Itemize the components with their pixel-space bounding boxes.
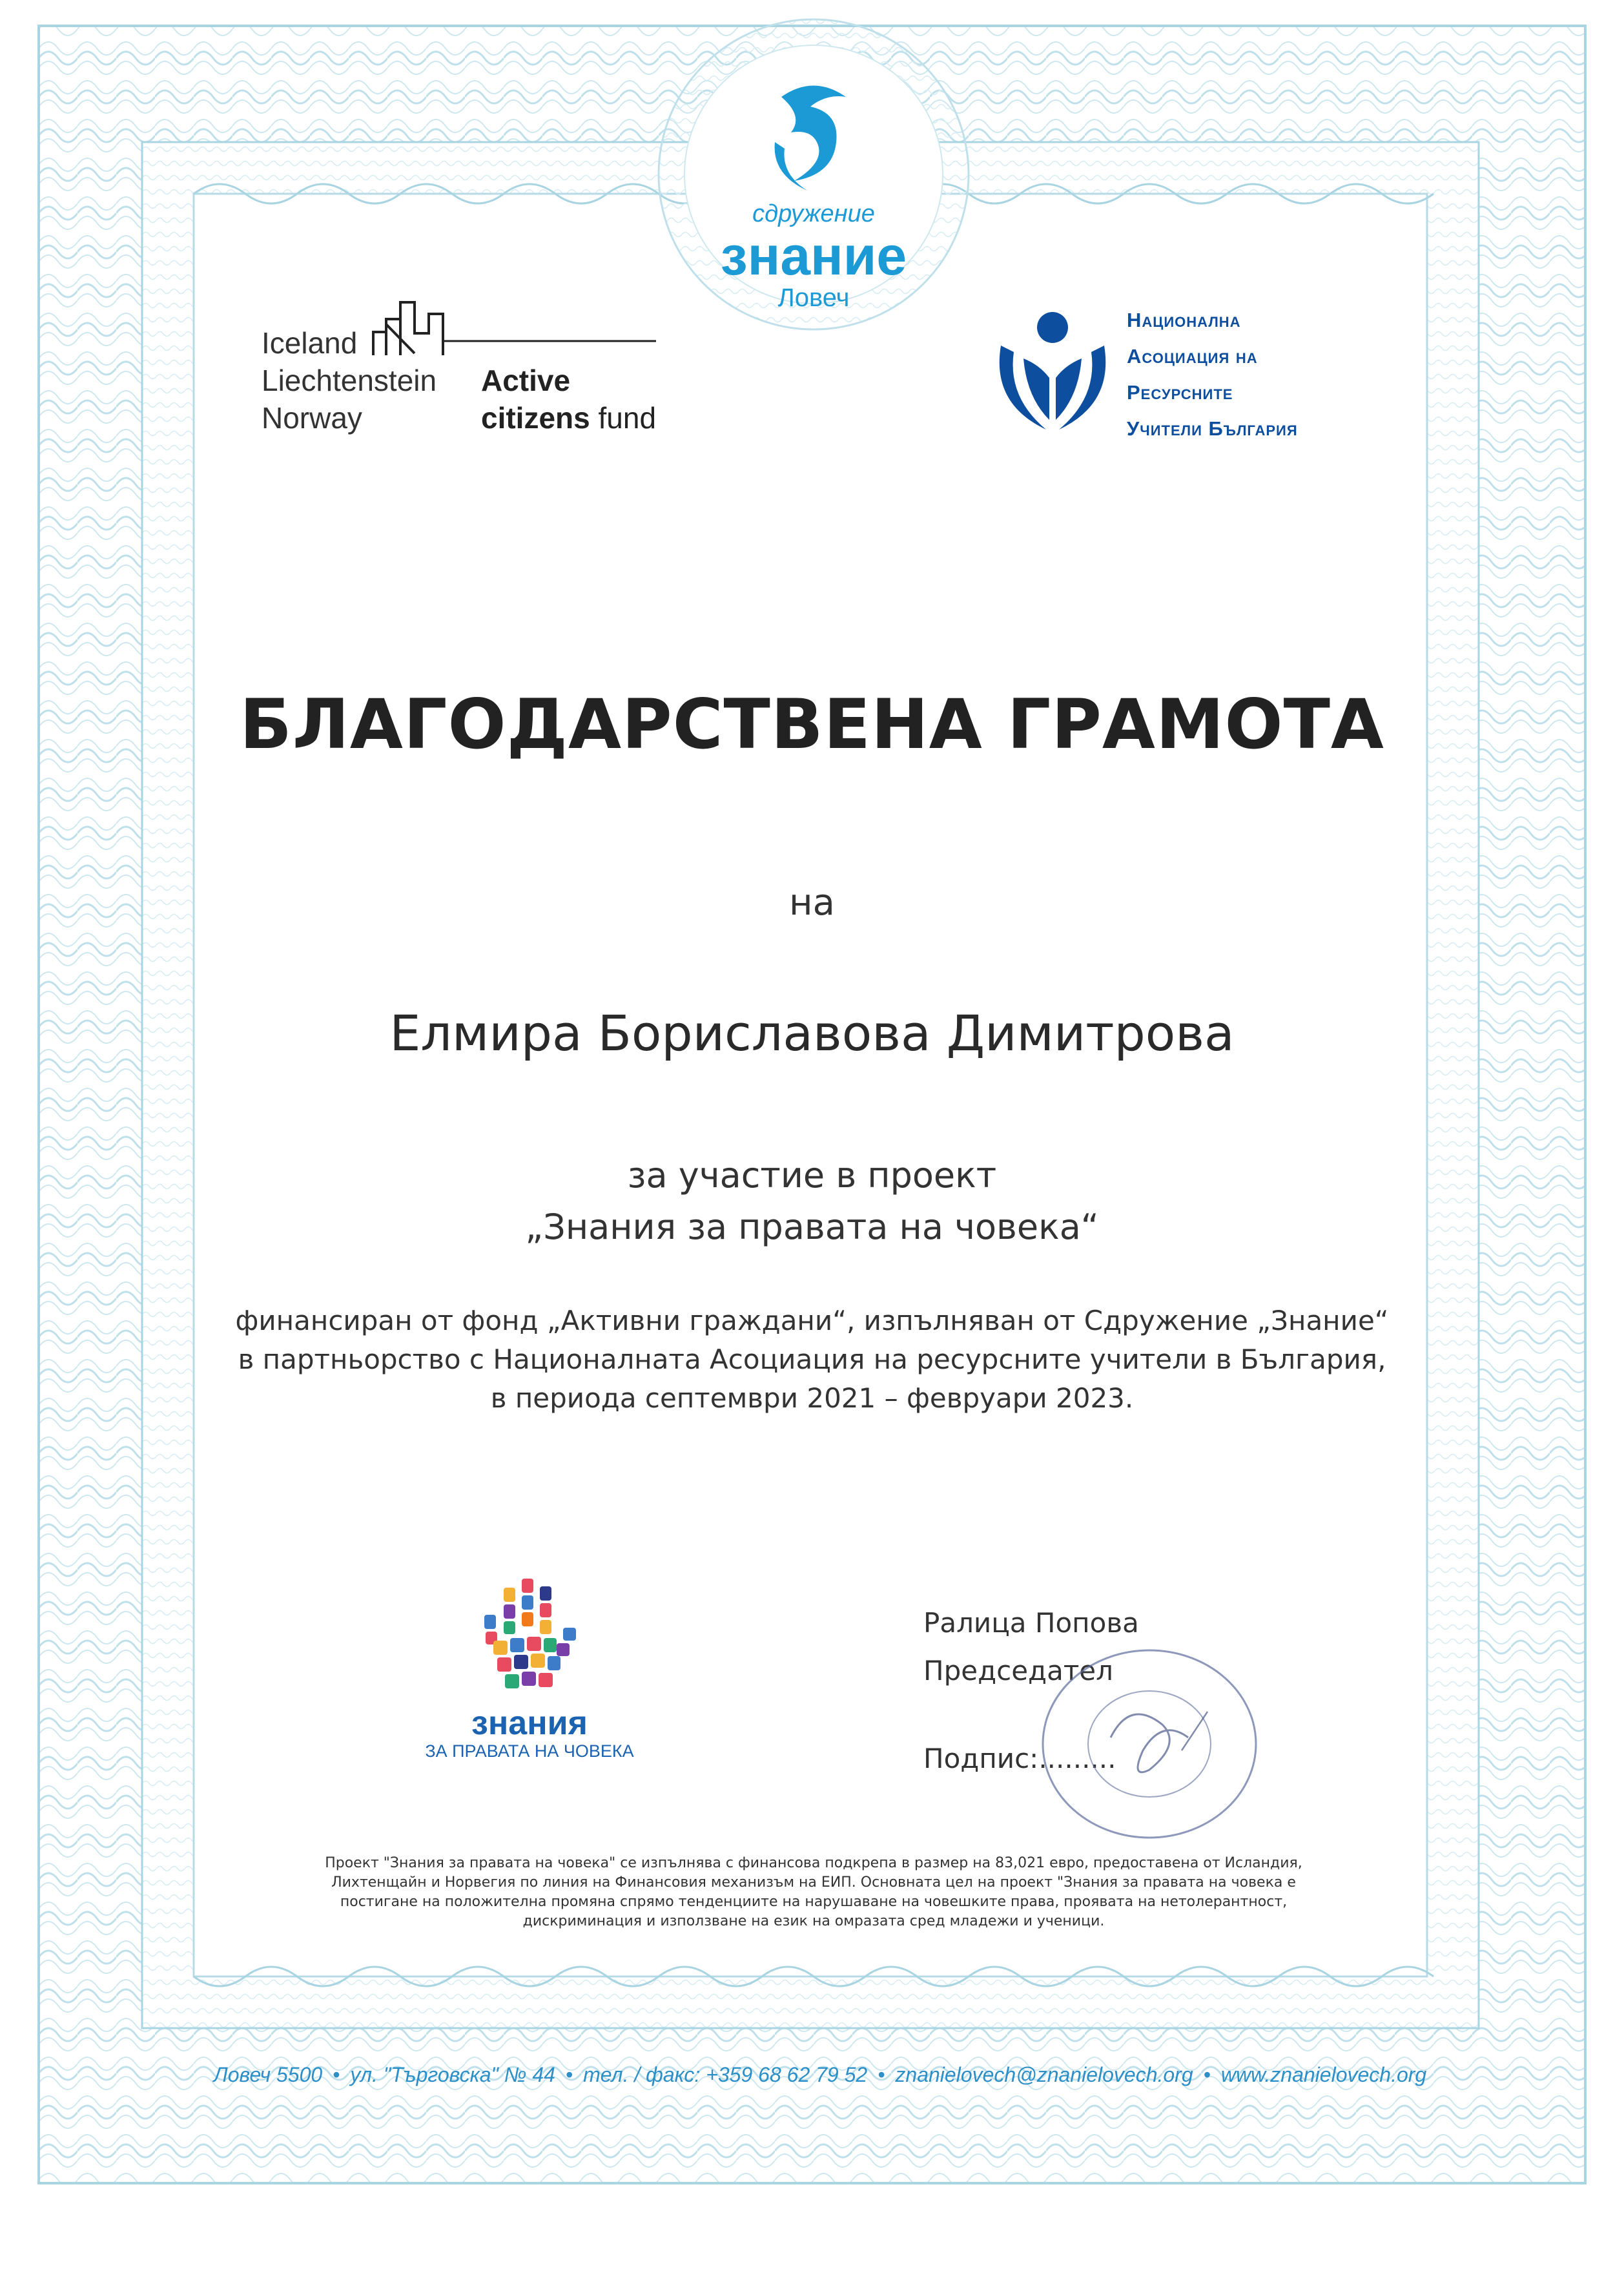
footer-city: Ловеч 5500 xyxy=(213,2063,323,2086)
participation-line: за участие в проект xyxy=(627,1155,997,1196)
aco-countries xyxy=(262,324,437,437)
project-logo-subtitle: ЗА ПРАВАТА НА ЧОВЕКА xyxy=(425,1741,634,1761)
project-logo-title: знания xyxy=(471,1705,588,1742)
nart-line: Учители България xyxy=(1127,417,1298,440)
stamp-icon xyxy=(1033,1641,1266,1847)
funding-line: в партньорство с Националната Асоциация на ресурсните учители в България, xyxy=(238,1343,1386,1375)
nart-name xyxy=(1127,302,1298,447)
znanie-logo-icon xyxy=(755,78,872,200)
aco-fund-name xyxy=(481,362,656,437)
footer-street: ул. "Търговска" № 44 xyxy=(350,2063,555,2086)
certificate-title: БЛАГОДАРСТВЕНА ГРАМОТА xyxy=(240,685,1384,764)
footer-separator: • xyxy=(1203,2063,1211,2086)
nart-line: Национална xyxy=(1127,309,1241,331)
nart-line: Ресурсните xyxy=(1127,381,1233,404)
aco-fund-line1: Active xyxy=(481,364,571,397)
aco-country: Liechtenstein xyxy=(262,364,437,397)
znanie-small-label: сдружение xyxy=(752,200,875,227)
footer-email[interactable]: znanielovech@znanielovech.org xyxy=(895,2063,1193,2086)
project-logo-text xyxy=(387,1705,672,1761)
certificate-to-label: на xyxy=(789,882,835,924)
signature-label: Подпис:......... xyxy=(923,1743,1116,1774)
aco-fund-citizens: citizens xyxy=(481,401,590,435)
funding-text xyxy=(0,1302,1624,1418)
znanie-city-label: Ловеч xyxy=(777,284,850,312)
nart-logo-icon xyxy=(988,307,1117,442)
project-note: Проект "Знания за правата на човека" се изпълнява с финансова подкрепа в размер на 83,021 евро, предоставена от Исландия, Лихтенщайн и Норвегия по линия на Финансовия механизъм на ЕИП. Основната цел на проект "Знания за правата на човека е постигане на положителна промяна спрямо тенденциите на нарушаване на човешките права, проявата на нетолерантност, дискриминация и използване на език на омразата сред младежи и ученици. xyxy=(325,1855,1302,1929)
funding-line: финансиран от фонд „Активни граждани“, изпълняван от Сдружение „Знание“ xyxy=(235,1305,1389,1336)
recipient-name: Елмира Бориславова Димитрова xyxy=(389,1004,1235,1062)
footer-separator: • xyxy=(878,2063,885,2086)
colorful-hand-icon xyxy=(478,1576,588,1705)
footer-website[interactable]: www.znanielovech.org xyxy=(1220,2063,1427,2086)
znanie-brand xyxy=(675,200,952,313)
footer-contacts xyxy=(149,2063,1492,2087)
znanie-main-label: знание xyxy=(720,225,907,286)
signatory-name: Ралица Попова xyxy=(923,1607,1139,1639)
footer-separator: • xyxy=(333,2063,340,2086)
footer-separator: • xyxy=(565,2063,573,2086)
aco-fund-rest: fund xyxy=(598,401,657,435)
footer-phone: тел. / факс: +359 68 62 79 52 xyxy=(583,2063,868,2086)
signatory-role: Председател xyxy=(923,1655,1113,1686)
aco-country: Norway xyxy=(262,401,362,435)
aco-country: Iceland xyxy=(262,326,358,360)
project-name: „Знания за правата на човека“ xyxy=(525,1207,1099,1247)
funding-line: в периода септември 2021 – февруари 2023. xyxy=(490,1382,1134,1414)
participation-text xyxy=(0,1150,1624,1253)
nart-line: Асоциация на xyxy=(1127,345,1258,368)
